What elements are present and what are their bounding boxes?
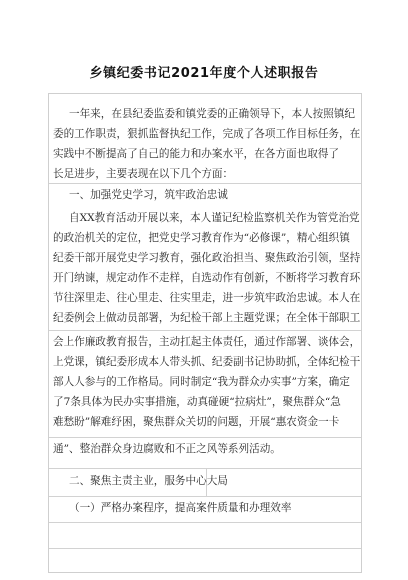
section-heading: 一、加强党史学习，筑牢政治忠诚 <box>69 189 228 201</box>
body-line: 纪委干部开展党史学习教育，强化政治担当、聚焦政治引领，坚持 <box>53 252 361 264</box>
body-line: 了7条具体为民办实事措施，动真碰硬“拉病灶”，聚焦群众“急 <box>53 396 341 408</box>
body-line: 会上作廉政教育报告，主动扛起主体责任，通过作部署、谈体会， <box>53 336 361 348</box>
table-rule <box>49 548 362 549</box>
body-line: 实践中不断提高了自己的能力和办案水平，在各方面也取得了 <box>53 148 340 160</box>
table-rule <box>49 522 362 523</box>
body-line: 自XX教育活动开展以来，本人谨记纪检监察机关作为管党治党 <box>69 212 360 224</box>
table-rule <box>49 437 362 438</box>
body-line: 一年来，在县纪委监委和镇党委的正确领导下，本人按照镇纪 <box>69 108 356 120</box>
body-line: 的政治机关的定位，把党史学习教育作为“必修课”，精心组织镇 <box>53 232 350 244</box>
body-line: 开门纳谏，规定动作不走样，自选动作有创新，不断将学习教育环 <box>53 272 361 284</box>
body-line: 委的工作职责，狠抓监督执纪工作，完成了各项工作目标任务，在 <box>53 128 361 140</box>
body-line: 长足进步，主要表现在以下几个方面： <box>53 168 234 180</box>
body-line: 纪委例会上做动员部署，为纪检干部上主题党课；在全体干部职工 <box>53 312 361 324</box>
subsection-heading: （一）严格办案程序，提高案件质量和办理效率 <box>69 502 292 514</box>
body-line: 难愁盼”解难纾困，聚焦群众关切的问题，开展“惠农资金一卡 <box>53 416 340 428</box>
section-heading: 二、聚焦主责主业，服务中心大局 <box>69 475 228 487</box>
table-rule <box>49 496 362 497</box>
body-line: 节往深里走、往心里走、往实里走，进一步筑牢政治忠诚。本人在 <box>53 292 361 304</box>
body-line: 通”、整治群众身边腐败和不正之风等系列活动。 <box>53 443 281 455</box>
table-rule <box>49 330 362 331</box>
document-title: 乡镇纪委书记2021年度个人述职报告 <box>89 66 319 81</box>
body-line: 部人人参与的工作格局。同时制定“我为群众办实事”方案，确定 <box>53 376 350 388</box>
body-line: 上党课，镇纪委形成本人带头抓、纪委副书记协助抓，全体纪检干 <box>53 356 361 368</box>
table-frame <box>48 93 362 573</box>
